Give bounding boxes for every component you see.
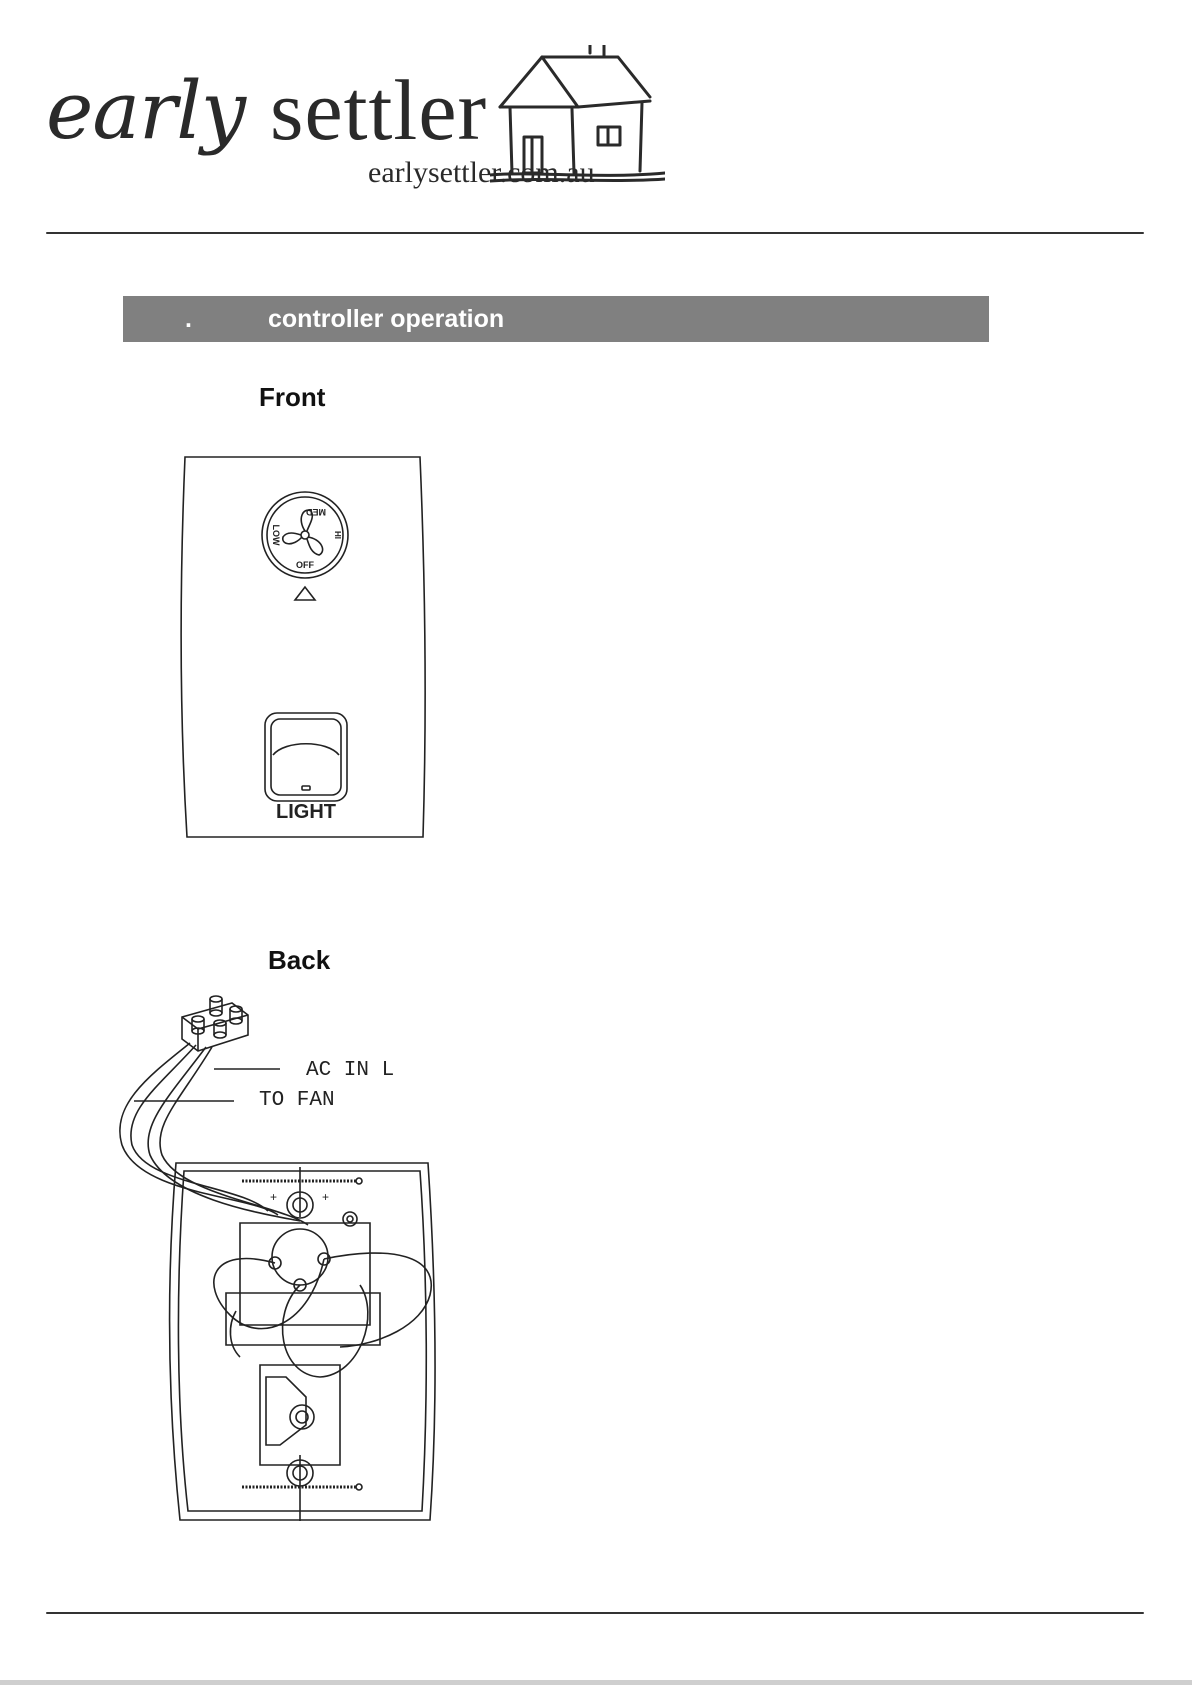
section-header [123,296,989,342]
wire-label-to-fan: TO FAN [259,1089,335,1112]
logo-website: earlysettler.com.au [368,156,595,189]
svg-text:+: + [322,1190,330,1204]
wire-label-ac-in: AC IN L [306,1059,395,1082]
light-switch-bezel [265,713,347,801]
logo-serif-word: settler [270,62,488,158]
back-caption: Back [268,945,331,975]
dial-pointer-icon [295,587,315,600]
front-controller-illustration [175,455,435,840]
front-caption: Front [259,382,326,412]
light-switch-label: LIGHT [276,801,336,823]
dial-label-hi: HI [333,531,342,539]
terminal-block [182,996,248,1051]
dial-label-low: LOW [271,524,281,546]
logo-script-word: early [46,64,246,157]
section-number: . [185,305,192,333]
back-wiring-illustration [110,985,470,1525]
svg-text:+: + [270,1190,278,1204]
dial-label-off: OFF [296,560,314,570]
bottom-divider [46,1612,1144,1614]
dial-label-med: MED [306,507,326,517]
top-divider [46,232,1144,234]
page-footer-strip [0,1680,1192,1685]
section-title: controller operation [268,305,505,333]
